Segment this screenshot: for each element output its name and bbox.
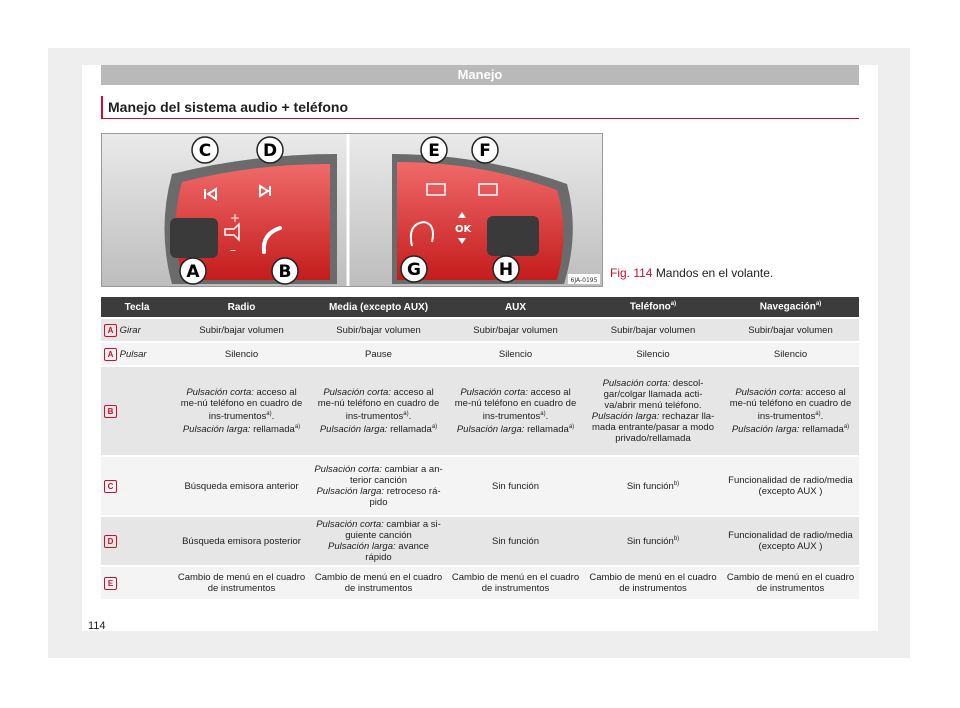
label-h: H — [498, 260, 514, 280]
left-thumbwheel — [170, 218, 218, 258]
table-cell: Pulsación corta: cambiar a an-terior canción Pulsación larga: retroceso rá-pido — [310, 457, 447, 515]
right-thumbwheel — [487, 216, 539, 256]
table-cell: Silencio — [173, 343, 310, 365]
label-d: D — [262, 141, 278, 161]
key-action: Girar — [119, 324, 141, 336]
table-row — [101, 567, 859, 599]
footnote-marker: a) — [670, 301, 677, 308]
steering-controls-illustration — [102, 134, 602, 286]
key-badge: C — [104, 480, 117, 493]
table-cell: Subir/bajar volumen — [447, 319, 584, 341]
col-telefono — [584, 297, 722, 317]
key-badge: A — [104, 348, 117, 361]
key-cell — [101, 343, 173, 365]
label-a: A — [186, 262, 200, 282]
col-media: Media (excepto AUX) — [310, 297, 447, 317]
key-cell — [101, 367, 173, 455]
table-cell: Pulsación corta: acceso al me-nú teléfono en cuadro de ins-trumentos$^{a)}$. Pulsación larga: rellamada$^{a)}$ — [173, 367, 310, 455]
steering-controls-figure — [101, 133, 603, 287]
table-cell: Sin función — [447, 457, 584, 515]
table-cell: Pulsación corta: descol-gar/colgar llamada acti-va/abrir menú teléfono. Pulsación larga: rechazar lla-mada entrante/pasar a modo privado/rellamada — [584, 367, 722, 455]
table-cell: Cambio de menú en el cuadro de instrumentos — [584, 567, 722, 599]
col-tecla: Tecla — [101, 297, 173, 317]
col-telefono-label: Teléfono — [629, 301, 671, 313]
key-badge: B — [104, 405, 117, 418]
key-action: Pulsar — [119, 348, 147, 360]
label-e: E — [428, 141, 440, 161]
col-aux: AUX — [447, 297, 584, 317]
table-cell: Cambio de menú en el cuadro de instrumentos — [310, 567, 447, 599]
table-cell: Subir/bajar volumen — [722, 319, 859, 341]
svg-text:+: + — [230, 211, 241, 225]
title-accent-rule — [101, 96, 103, 118]
table-cell: Cambio de menú en el cuadro de instrumentos — [173, 567, 310, 599]
key-cell — [101, 457, 173, 515]
table-cell: Silencio — [722, 343, 859, 365]
table-cell: Pulsación corta: acceso al me-nú teléfono en cuadro de ins-trumentos$^{a)}$. Pulsación larga: rellamada$^{a)}$ — [722, 367, 859, 455]
table-cell: Sin función$^{b)}$ — [584, 457, 722, 515]
label-c: C — [198, 141, 212, 161]
title-underline — [101, 118, 859, 119]
key-cell — [101, 567, 173, 599]
table-cell: Subir/bajar volumen — [584, 319, 722, 341]
key-cell — [101, 319, 173, 341]
table-cell: Pulsación corta: acceso al me-nú teléfono en cuadro de ins-trumentos$^{a)}$. Pulsación larga: rellamada$^{a)}$ — [447, 367, 584, 455]
table-cell: Subir/bajar volumen — [173, 319, 310, 341]
table-cell: Pause — [310, 343, 447, 365]
key-badge: A — [104, 324, 117, 337]
key-cell — [101, 517, 173, 565]
table-cell: Sin función$^{b)}$ — [584, 517, 722, 565]
figure-code: 6JA-0195 — [570, 277, 598, 284]
figure-caption — [610, 266, 773, 280]
svg-text:OK: OK — [455, 224, 472, 235]
key-badge: E — [104, 577, 117, 590]
table-row — [101, 517, 859, 565]
table-cell: Subir/bajar volumen — [310, 319, 447, 341]
col-navegacion — [722, 297, 859, 317]
label-b: B — [278, 262, 292, 282]
label-g: G — [407, 260, 421, 280]
table-row — [101, 319, 859, 341]
table-row — [101, 343, 859, 365]
table-cell: Pulsación corta: acceso al me-nú teléfono en cuadro de ins-trumentos$^{a)}$. Pulsación larga: rellamada$^{a)}$ — [310, 367, 447, 455]
caption-text: Mandos en el volante. — [655, 266, 774, 280]
page-title: Manejo del sistema audio + teléfono — [108, 99, 348, 115]
caption-figure-number: Fig. 114 — [610, 266, 653, 280]
label-f: F — [479, 141, 491, 161]
controls-table — [101, 295, 859, 601]
table-cell: Cambio de menú en el cuadro de instrumentos — [447, 567, 584, 599]
col-navegacion-label: Navegación — [759, 301, 816, 313]
col-radio: Radio — [173, 297, 310, 317]
table-row — [101, 367, 859, 455]
table-cell: Pulsación corta: cambiar a si-guiente canción Pulsación larga: avance rápido — [310, 517, 447, 565]
table-row — [101, 457, 859, 515]
page-number: 114 — [88, 620, 106, 632]
section-header: Manejo — [101, 65, 859, 85]
key-badge: D — [104, 535, 117, 548]
table-header-row — [101, 297, 859, 317]
table-cell: Cambio de menú en el cuadro de instrumentos — [722, 567, 859, 599]
table-cell: Funcionalidad de radio/media (excepto AUX ) — [722, 457, 859, 515]
table-cell: Sin función — [447, 517, 584, 565]
table-cell: Búsqueda emisora anterior — [173, 457, 310, 515]
table-cell: Funcionalidad de radio/media (excepto AUX ) — [722, 517, 859, 565]
footnote-marker: a) — [815, 301, 822, 308]
table-cell: Búsqueda emisora posterior — [173, 517, 310, 565]
table-cell: Silencio — [584, 343, 722, 365]
table-cell: Silencio — [447, 343, 584, 365]
svg-text:–: – — [230, 243, 236, 257]
